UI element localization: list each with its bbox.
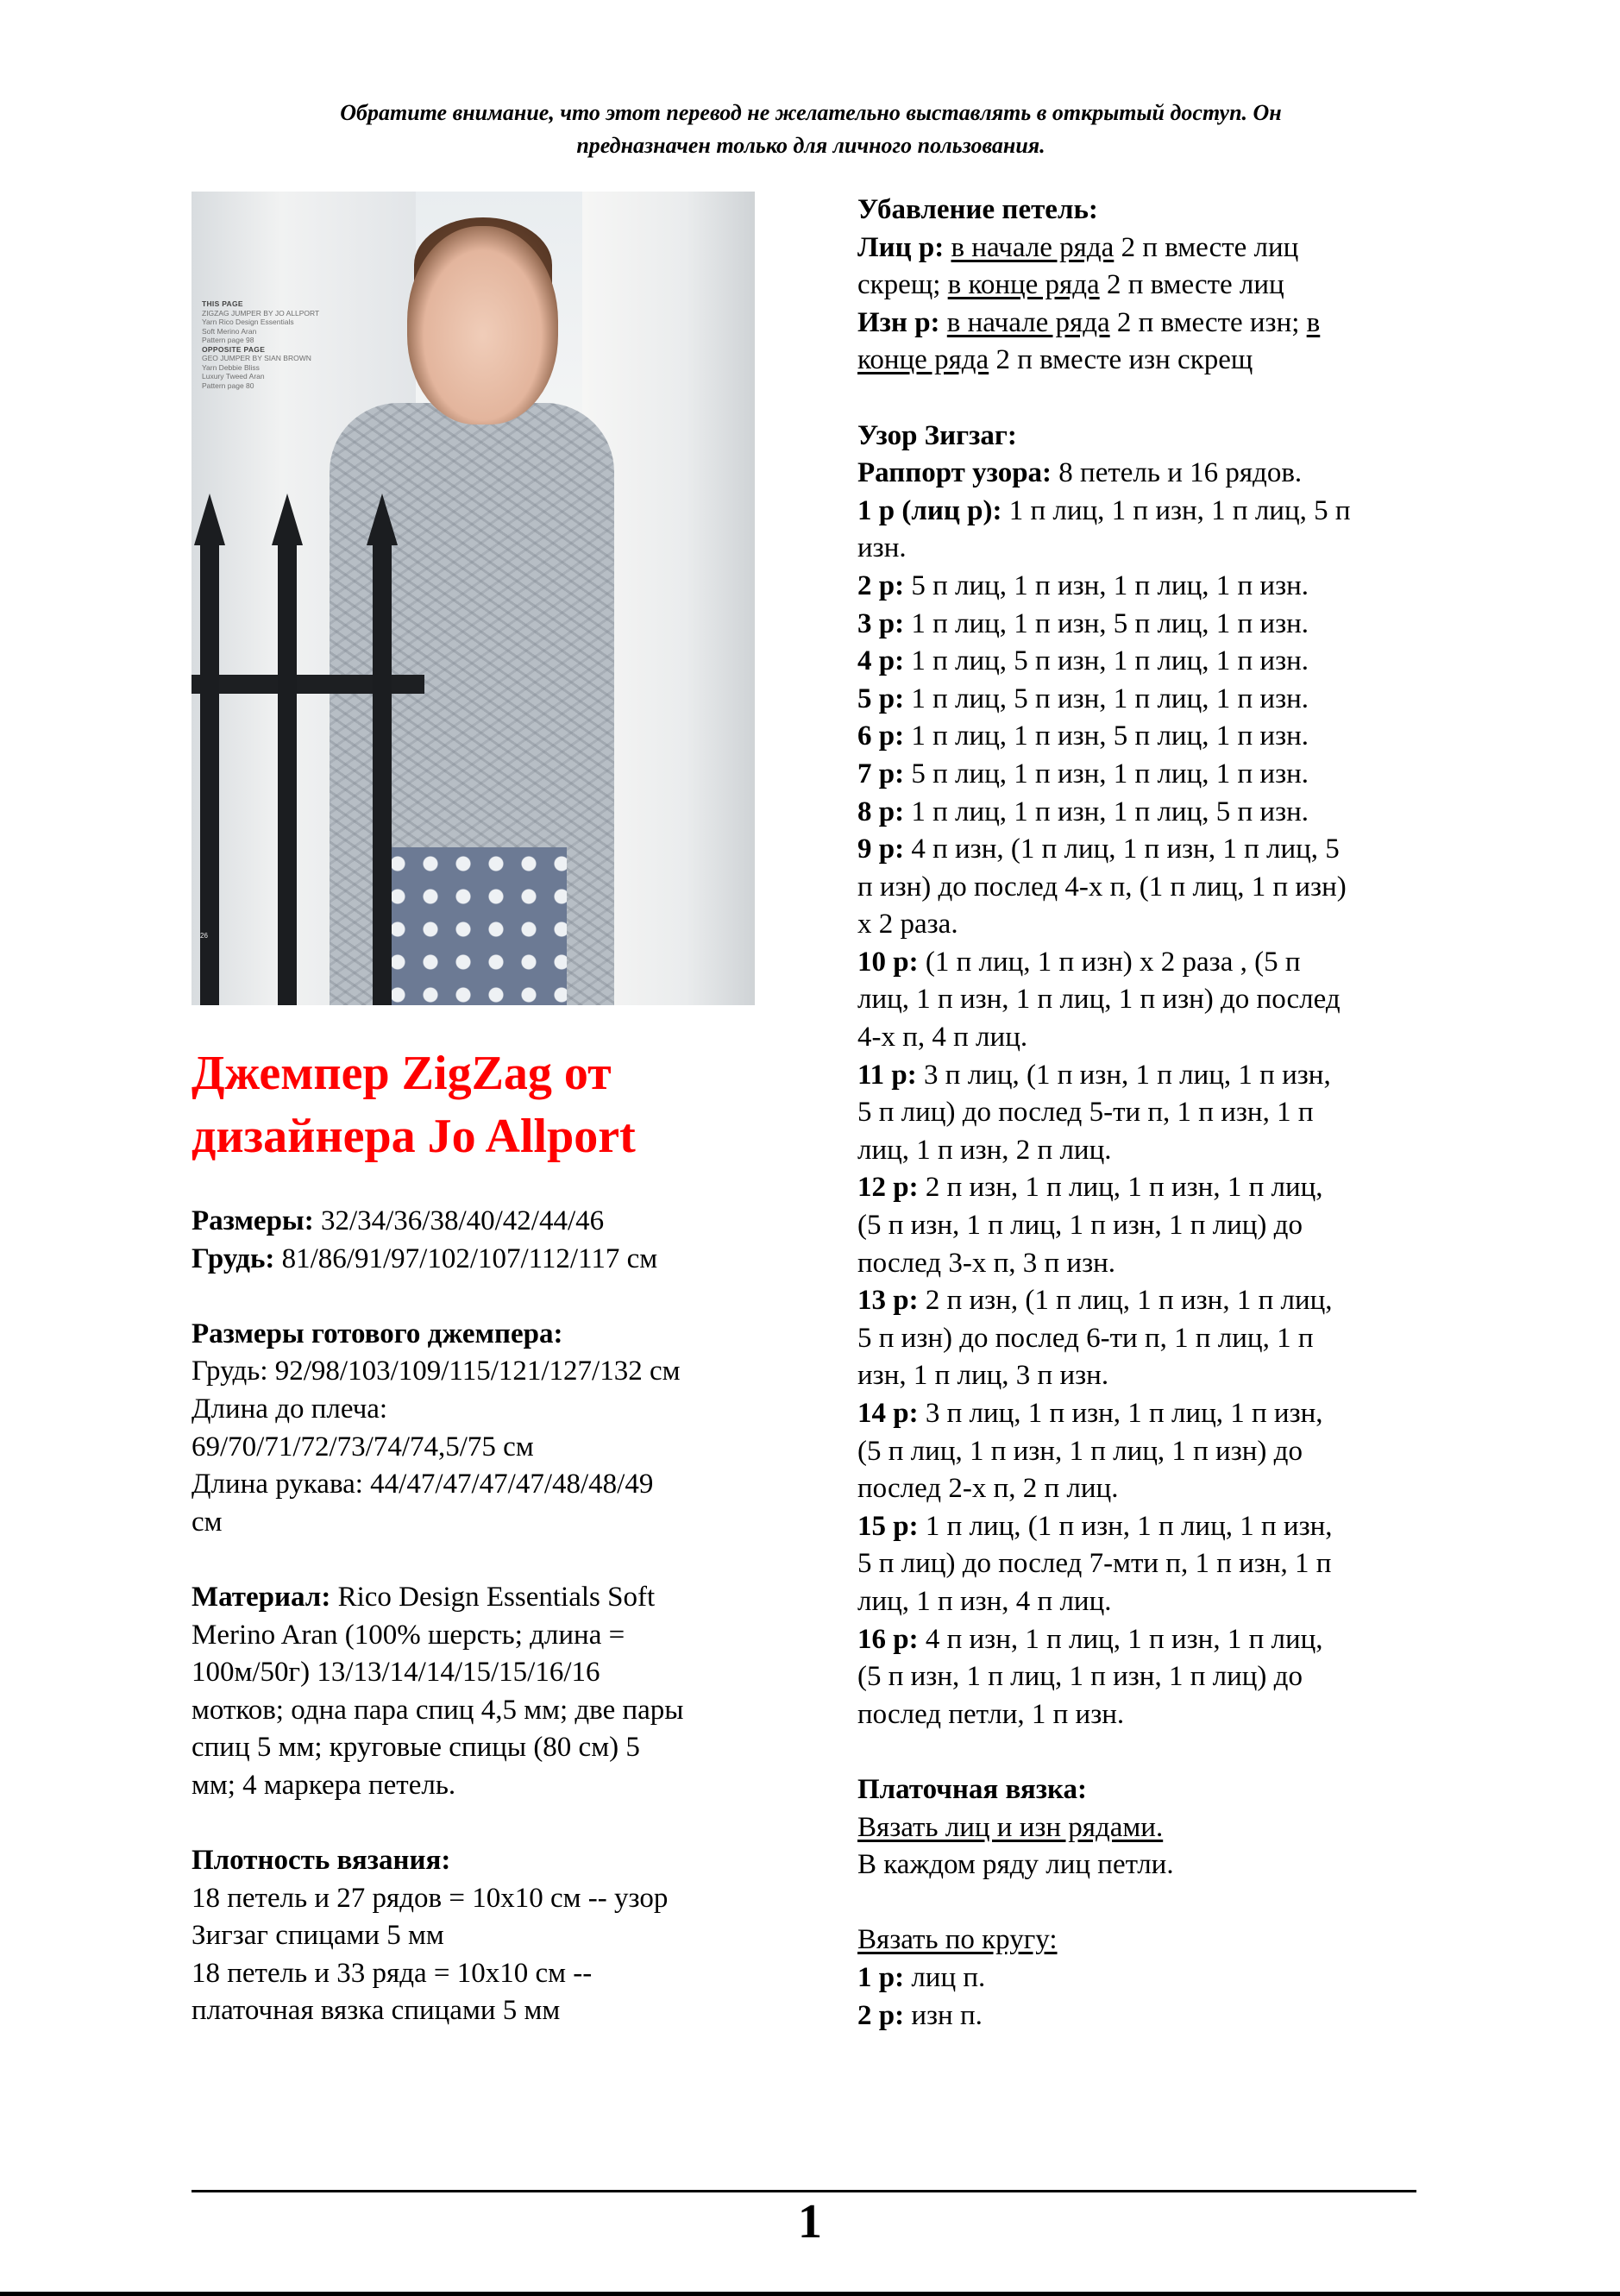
photo-fence-spike (194, 494, 225, 545)
finished-heading-text: Размеры готового джемпера: (192, 1318, 563, 1349)
row-instructions: 1 п лиц, 5 п изн, 1 п лиц, 1 п изн. (904, 683, 1309, 714)
pattern-row-line (857, 1545, 1444, 1583)
sweater-photo (192, 192, 755, 1005)
row-instructions: послед 3-х п, 3 п изн. (857, 1247, 1116, 1279)
row-instructions: (5 п изн, 1 п лиц, 1 п изн, 1 п лиц) до (857, 1661, 1303, 1693)
row-label: 5 р: (857, 683, 905, 714)
row-label: 1 р (лиц р): (857, 494, 1002, 526)
photo-fence-spike (272, 494, 303, 545)
repeat-value: 8 петель и 16 рядов. (1052, 457, 1303, 489)
rs-label: Лиц р: (857, 231, 945, 263)
row-instructions: лиц, 1 п изн, 4 п лиц. (857, 1585, 1112, 1617)
garter-round (857, 1922, 1444, 1959)
material-line: мм; 4 маркера петель. (192, 1769, 456, 1801)
rs-end-row: в конце ряда (947, 269, 1100, 301)
gauge-heading (192, 1842, 778, 1880)
garter-flat-text: Вязать лиц и изн рядами. (857, 1811, 1164, 1843)
garter-row-text: изн п. (904, 1999, 983, 2031)
ws-text: 2 п вместе изн скрещ (989, 344, 1253, 376)
caption-line: Luxury Tweed Aran (202, 372, 265, 381)
pattern-row-line (857, 1583, 1444, 1621)
gauge-line: 18 петель и 33 ряда = 10х10 см -- (192, 1957, 593, 1989)
ws-label: Изн р: (857, 306, 940, 338)
zigzag-heading-text: Узор Зигзаг: (857, 419, 1017, 451)
pattern-row-line (857, 1696, 1444, 1734)
decrease-ws-line-2 (857, 342, 1444, 380)
rs-begin-row: в начале ряда (951, 231, 1115, 263)
decrease-rs-line-1 (857, 230, 1444, 267)
pattern-row-line (857, 831, 1444, 869)
row-instructions: 2 п изн, (1 п лиц, 1 п изн, 1 п лиц, (918, 1285, 1333, 1317)
photo-pants (381, 847, 567, 1005)
title-line-2: дизайнера Jo Allport (192, 1110, 636, 1163)
pattern-row-line (857, 1320, 1444, 1358)
row-label: 8 р: (857, 796, 905, 827)
pattern-row-line (857, 1658, 1444, 1696)
garter-heading-text: Платочная вязка: (857, 1773, 1087, 1805)
sleeve-line-1: Длина рукава: 44/47/47/47/47/48/48/49 (192, 1469, 654, 1500)
garter-row-label: 1 р: (857, 1961, 905, 1993)
pattern-row-line (857, 869, 1444, 907)
row-label: 11 р: (857, 1059, 917, 1091)
notice (190, 97, 1432, 162)
bust (192, 1241, 778, 1279)
row-instructions: 3 п лиц, (1 п изн, 1 п лиц, 1 п изн, (916, 1059, 1331, 1091)
bust-label: Грудь: (192, 1242, 275, 1274)
row-instructions: п изн) до послед 4-х п, (1 п лиц, 1 п изн) (857, 871, 1347, 903)
bust-value: 81/86/91/97/102/107/112/117 см (274, 1242, 658, 1274)
notice-line-2: предназначен только для личного пользования. (576, 133, 1045, 158)
rs-text: скрещ; (857, 269, 948, 301)
row-instructions: 3 п лиц, 1 п изн, 1 п лиц, 1 п изн, (918, 1398, 1323, 1429)
gauge-line: 18 петель и 27 рядов = 10х10 см -- узор (192, 1882, 669, 1914)
garter-row-1 (857, 1959, 1444, 1997)
row-instructions: 1 п лиц, 1 п изн, 1 п лиц, 5 п (1002, 494, 1351, 526)
decrease-heading (857, 192, 1444, 230)
length-label: Длина до плеча: (192, 1393, 388, 1425)
right-column (857, 192, 1444, 2035)
sizes-value: 32/34/36/38/40/42/44/46 (313, 1205, 605, 1236)
pattern-row-line (857, 1245, 1444, 1283)
row-instructions: изн, 1 п лиц, 3 п изн. (857, 1360, 1109, 1392)
page-bottom-border (0, 2292, 1620, 2296)
row-instructions: 4 п изн, 1 п лиц, 1 п изн, 1 п лиц, (918, 1623, 1323, 1655)
pattern-row-line (857, 794, 1444, 832)
sleeve-line-2: см (192, 1506, 223, 1538)
finished-heading (192, 1316, 778, 1354)
row-label: 10 р: (857, 946, 919, 978)
row-label: 16 р: (857, 1623, 919, 1655)
row-instructions: 2 п изн, 1 п лиц, 1 п изн, 1 п лиц, (918, 1172, 1323, 1204)
row-label: 14 р: (857, 1398, 919, 1429)
caption-line: GEO JUMPER BY SIAN BROWN (202, 354, 311, 362)
caption-line: Soft Merino Aran (202, 326, 257, 336)
row-instructions: послед 2-х п, 2 п лиц. (857, 1473, 1119, 1505)
caption-line: Yarn Debbie Bliss (202, 362, 260, 372)
pattern-row-line (857, 1169, 1444, 1207)
row-instructions: лиц, 1 п изн, 2 п лиц. (857, 1134, 1112, 1166)
caption-line: OPPOSITE PAGE (202, 344, 266, 354)
pattern-row-line (857, 1207, 1444, 1245)
sizes-label: Размеры: (192, 1205, 314, 1236)
ws-end-row: в (1306, 306, 1321, 338)
ws-text: 2 п вместе изн; (1109, 306, 1307, 338)
rs-text: 2 п вместе лиц (1114, 231, 1299, 263)
finished-bust: Грудь: 92/98/103/109/115/121/127/132 см (192, 1356, 681, 1387)
pattern-row-line (857, 1094, 1444, 1132)
pattern-row-line (857, 1470, 1444, 1508)
pattern-row-line (857, 681, 1444, 719)
row-instructions: 5 п лиц, 1 п изн, 1 п лиц, 1 п изн. (904, 758, 1309, 789)
ws-end-row: конце ряда (857, 344, 989, 376)
material-line-0 (192, 1579, 778, 1617)
row-instructions: 1 п лиц, 1 п изн, 5 п лиц, 1 п изн. (904, 720, 1309, 752)
photo-fence-post (373, 545, 392, 1005)
row-label: 7 р: (857, 758, 905, 789)
row-instructions: 1 п лиц, 1 п изн, 1 п лиц, 5 п изн. (904, 796, 1309, 827)
row-label: 4 р: (857, 645, 905, 677)
row-instructions: (1 п лиц, 1 п изн) х 2 раза , (5 п (918, 946, 1301, 978)
title-line-1: Джемпер ZigZag от (192, 1047, 612, 1100)
row-instructions: изн. (857, 532, 907, 564)
row-label: 3 р: (857, 607, 905, 639)
pattern-row-line (857, 606, 1444, 644)
magazine-page-number: 26 (200, 932, 208, 940)
material-line: спиц 5 мм; круговые спицы (80 см) 5 (192, 1732, 640, 1764)
row-instructions: лиц, 1 п изн, 1 п лиц, 1 п изн) до послед (857, 984, 1341, 1016)
material-label: Материал: (192, 1581, 331, 1613)
gauge-heading-text: Плотность вязания: (192, 1845, 451, 1877)
pattern-row-line (857, 1282, 1444, 1320)
page-number: 1 (798, 2195, 822, 2249)
row-instructions: 5 п изн) до послед 6-ти п, 1 п лиц, 1 п (857, 1322, 1314, 1354)
photo-fence-spike (367, 494, 398, 545)
pattern-row-line (857, 1357, 1444, 1395)
garter-flat-desc: В каждом ряду лиц петли. (857, 1849, 1174, 1881)
garter-row-label: 2 р: (857, 1999, 905, 2031)
photo-caption (202, 299, 319, 390)
pattern-row-line (857, 944, 1444, 982)
row-instructions: 4-х п, 4 п лиц. (857, 1022, 1028, 1054)
row-label: 6 р: (857, 720, 905, 752)
row-label: 2 р: (857, 569, 905, 601)
notice-line-1: Обратите внимание, что этот перевод не желательно выставлять в открытый доступ. Он (340, 100, 1282, 125)
pattern-row-line (857, 1057, 1444, 1095)
row-instructions: 5 п лиц) до послед 5-ти п, 1 п изн, 1 п (857, 1097, 1314, 1129)
material-line: мотков; одна пара спиц 4,5 мм; две пары (192, 1694, 684, 1726)
left-column (192, 1203, 778, 2030)
pattern-row-line (857, 1433, 1444, 1471)
row-label: 9 р: (857, 833, 905, 865)
row-instructions: 4 п изн, (1 п лиц, 1 п изн, 1 п лиц, 5 (904, 833, 1340, 865)
pattern-row-line (857, 568, 1444, 606)
pattern-row-line (857, 530, 1444, 568)
photo-fence-post (278, 545, 297, 1005)
row-instructions: (5 п изн, 1 п лиц, 1 п изн, 1 п лиц) до (857, 1210, 1303, 1242)
pattern-row-line (857, 1132, 1444, 1170)
garter-row-text: лиц п. (904, 1961, 986, 1993)
decrease-ws-line-1 (857, 305, 1444, 343)
row-label: 15 р: (857, 1510, 919, 1542)
pattern-title (192, 1042, 795, 1168)
row-instructions: 1 п лиц, (1 п изн, 1 п лиц, 1 п изн, (918, 1510, 1333, 1542)
gauge-line: Зигзаг спицами 5 мм (192, 1920, 444, 1952)
ws-begin-row: в начале ряда (946, 306, 1110, 338)
material-line: Merino Aran (100% шерсть; длина = (192, 1619, 625, 1651)
row-instructions: (5 п лиц, 1 п изн, 1 п лиц, 1 п изн) до (857, 1435, 1303, 1467)
decrease-rs-line-2 (857, 267, 1444, 305)
row-instructions: 1 п лиц, 5 п изн, 1 п лиц, 1 п изн. (904, 645, 1309, 677)
row-instructions: послед петли, 1 п изн. (857, 1698, 1125, 1730)
pattern-row-line (857, 756, 1444, 794)
caption-line: Pattern page 98 (202, 336, 254, 344)
pattern-row-line (857, 1019, 1444, 1057)
decrease-heading-text: Убавление петель: (857, 194, 1098, 225)
row-label: 12 р: (857, 1172, 919, 1204)
caption-line: Yarn Rico Design Essentials (202, 318, 294, 326)
pattern-row-line (857, 493, 1444, 531)
pattern-row-line (857, 1508, 1444, 1546)
material-text: Rico Design Essentials Soft (330, 1581, 656, 1613)
pattern-row-line (857, 981, 1444, 1019)
garter-round-text: Вязать по кругу: (857, 1924, 1058, 1956)
row-instructions: 5 п лиц) до послед 7-мти п, 1 п изн, 1 п (857, 1548, 1332, 1580)
photo-face (407, 226, 558, 425)
caption-line: THIS PAGE (202, 299, 243, 308)
caption-line: Pattern page 80 (202, 381, 254, 390)
pattern-row-line (857, 643, 1444, 681)
garter-flat (857, 1809, 1444, 1847)
pattern-row-line (857, 1395, 1444, 1433)
pattern-row-line (857, 906, 1444, 944)
repeat-label: Раппорт узора: (857, 457, 1052, 489)
rs-text: 2 п вместе лиц (1099, 269, 1284, 301)
row-instructions: 1 п лиц, 1 п изн, 5 п лиц, 1 п изн. (904, 607, 1309, 639)
sizes (192, 1203, 778, 1241)
caption-line: ZIGZAG JUMPER BY JO ALLPORT (202, 308, 320, 318)
gauge-line: платочная вязка спицами 5 мм (192, 1995, 561, 2027)
pattern-row-line (857, 1621, 1444, 1659)
row-instructions: 5 п лиц, 1 п изн, 1 п лиц, 1 п изн. (904, 569, 1309, 601)
length-value: 69/70/71/72/73/74/74,5/75 см (192, 1431, 534, 1463)
repeat (857, 455, 1444, 493)
row-label: 13 р: (857, 1285, 919, 1317)
garter-heading (857, 1771, 1444, 1809)
zigzag-heading (857, 418, 1444, 456)
row-instructions: х 2 раза. (857, 909, 958, 940)
zigzag-rows (857, 493, 1444, 1734)
material-line: 100м/50г) 13/13/14/14/15/15/16/16 (192, 1657, 600, 1689)
pattern-row-line (857, 718, 1444, 756)
garter-row-2 (857, 1997, 1444, 2035)
